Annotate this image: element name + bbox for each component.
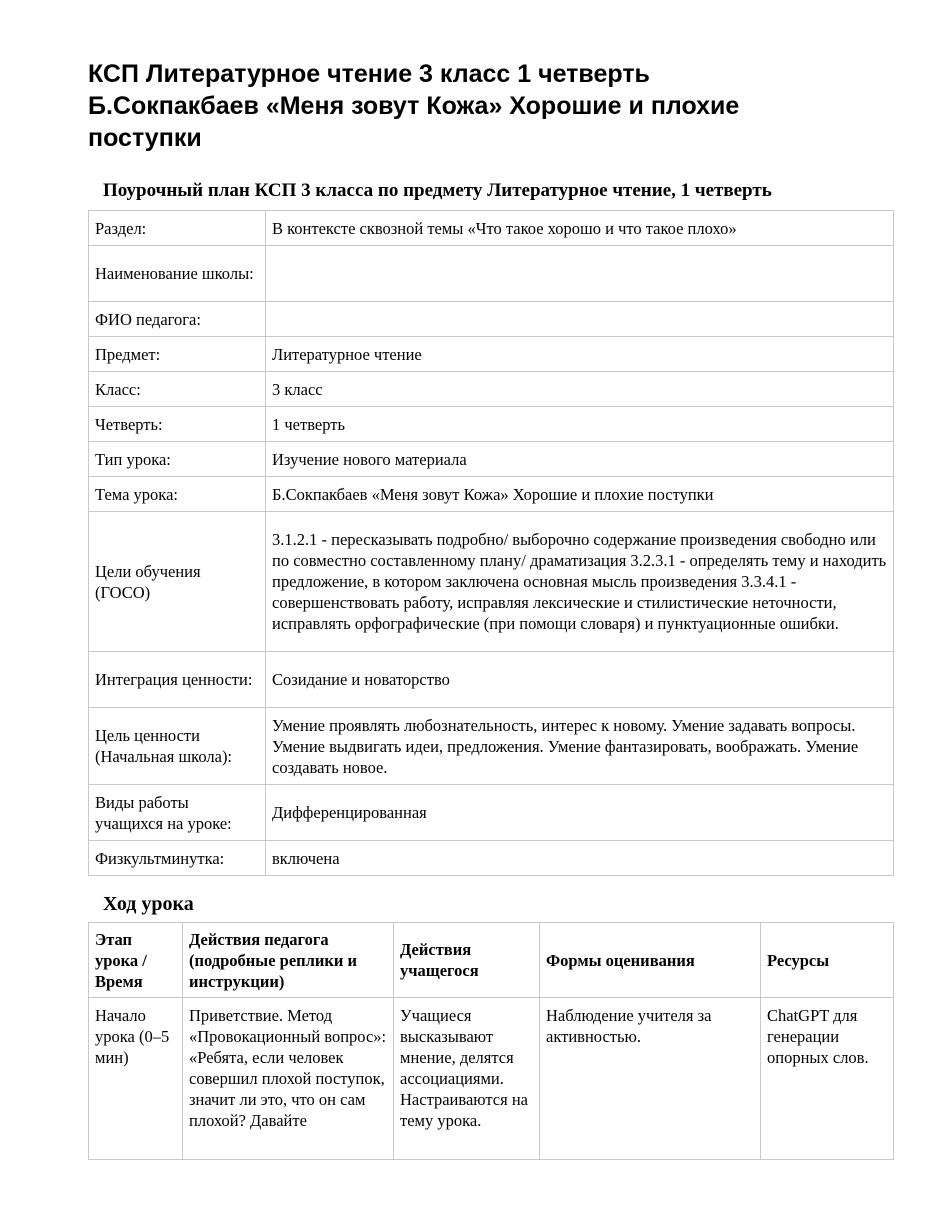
info-label: Физкультминутка: (89, 841, 266, 876)
header-stage: Этап урока / Время (89, 923, 183, 998)
document-title (88, 58, 893, 154)
lesson-flow-heading: Ход урока (103, 893, 194, 915)
title-line-2: Б.Сокпакбаев «Меня зовут Кожа» Хорошие и плохие (88, 92, 740, 120)
info-value (266, 302, 894, 337)
lesson-info-table (88, 210, 894, 876)
info-row-section (89, 211, 894, 246)
info-value (266, 246, 894, 302)
cell-teacher-actions: Приветствие. Метод «Провокационный вопрос»: «Ребята, если человек совершил плохой поступок, значит ли это, что он сам плохой? Давайте (183, 998, 394, 1160)
info-label: Цель ценности (Начальная школа): (89, 708, 266, 785)
cell-student-actions: Учащиеся высказывают мнение, делятся ассоциациями. Настраиваются на тему урока. (394, 998, 540, 1160)
info-value: 3 класс (266, 372, 894, 407)
plan-heading: Поурочный план КСП 3 класса по предмету Литературное чтение, 1 четверть (103, 180, 772, 201)
info-value: 3.1.2.1 - пересказывать подробно/ выборочно содержание произведения свободно или по совместно составленному плану/ драматизация 3.2.3.1 - определять тему и находить предложение, в котором заключена основная мысль произведения 3.3.4.1 - совершенствовать работу, исправляя лексические и стилистические неточности, исправлять орфографические (при помощи словаря) и пунктуационные ошибки. (266, 512, 894, 652)
info-value: включена (266, 841, 894, 876)
lesson-row (89, 998, 894, 1160)
info-row-values (89, 652, 894, 708)
info-value: Литературное чтение (266, 337, 894, 372)
header-student-actions: Действия учащегося (394, 923, 540, 998)
info-row-work-types (89, 785, 894, 841)
title-line-3: поступки (88, 124, 202, 152)
info-label: Класс: (89, 372, 266, 407)
info-label: Тема урока: (89, 477, 266, 512)
header-assessment: Формы оценивания (540, 923, 761, 998)
header-teacher-actions: Действия педагога (подробные реплики и инструкции) (183, 923, 394, 998)
info-value: Изучение нового материала (266, 442, 894, 477)
info-value: Умение проявлять любознательность, интерес к новому. Умение задавать вопросы. Умение выдвигать идеи, предложения. Умение фантазировать, воображать. Умение создавать новое. (266, 708, 894, 785)
info-row-subject (89, 337, 894, 372)
lesson-header-row (89, 923, 894, 998)
title-line-1: КСП Литературное чтение 3 класс 1 четверть (88, 60, 650, 88)
info-row-lesson-type (89, 442, 894, 477)
info-row-exercise-break (89, 841, 894, 876)
info-label: Тип урока: (89, 442, 266, 477)
info-value: 1 четверть (266, 407, 894, 442)
info-value: Дифференцированная (266, 785, 894, 841)
info-value: Б.Сокпакбаев «Меня зовут Кожа» Хорошие и плохие поступки (266, 477, 894, 512)
info-label: Цели обучения (ГОСО) (89, 512, 266, 652)
cell-stage: Начало урока (0–5 мин) (89, 998, 183, 1160)
info-row-quarter (89, 407, 894, 442)
info-label: ФИО педагога: (89, 302, 266, 337)
info-row-value-goal (89, 708, 894, 785)
info-row-school (89, 246, 894, 302)
info-value: В контексте сквозной темы «Что такое хорошо и что такое плохо» (266, 211, 894, 246)
info-label: Виды работы учащихся на уроке: (89, 785, 266, 841)
info-label: Раздел: (89, 211, 266, 246)
info-row-topic (89, 477, 894, 512)
header-resources: Ресурсы (761, 923, 894, 998)
cell-resources: ChatGPT для генерации опорных слов. (761, 998, 894, 1160)
lesson-flow-table (88, 922, 894, 1160)
info-row-grade (89, 372, 894, 407)
info-value: Созидание и новаторство (266, 652, 894, 708)
info-label: Интеграция ценности: (89, 652, 266, 708)
info-label: Предмет: (89, 337, 266, 372)
info-row-goals (89, 512, 894, 652)
info-label: Четверть: (89, 407, 266, 442)
info-row-teacher (89, 302, 894, 337)
info-label: Наименование школы: (89, 246, 266, 302)
cell-assessment: Наблюдение учителя за активностью. (540, 998, 761, 1160)
